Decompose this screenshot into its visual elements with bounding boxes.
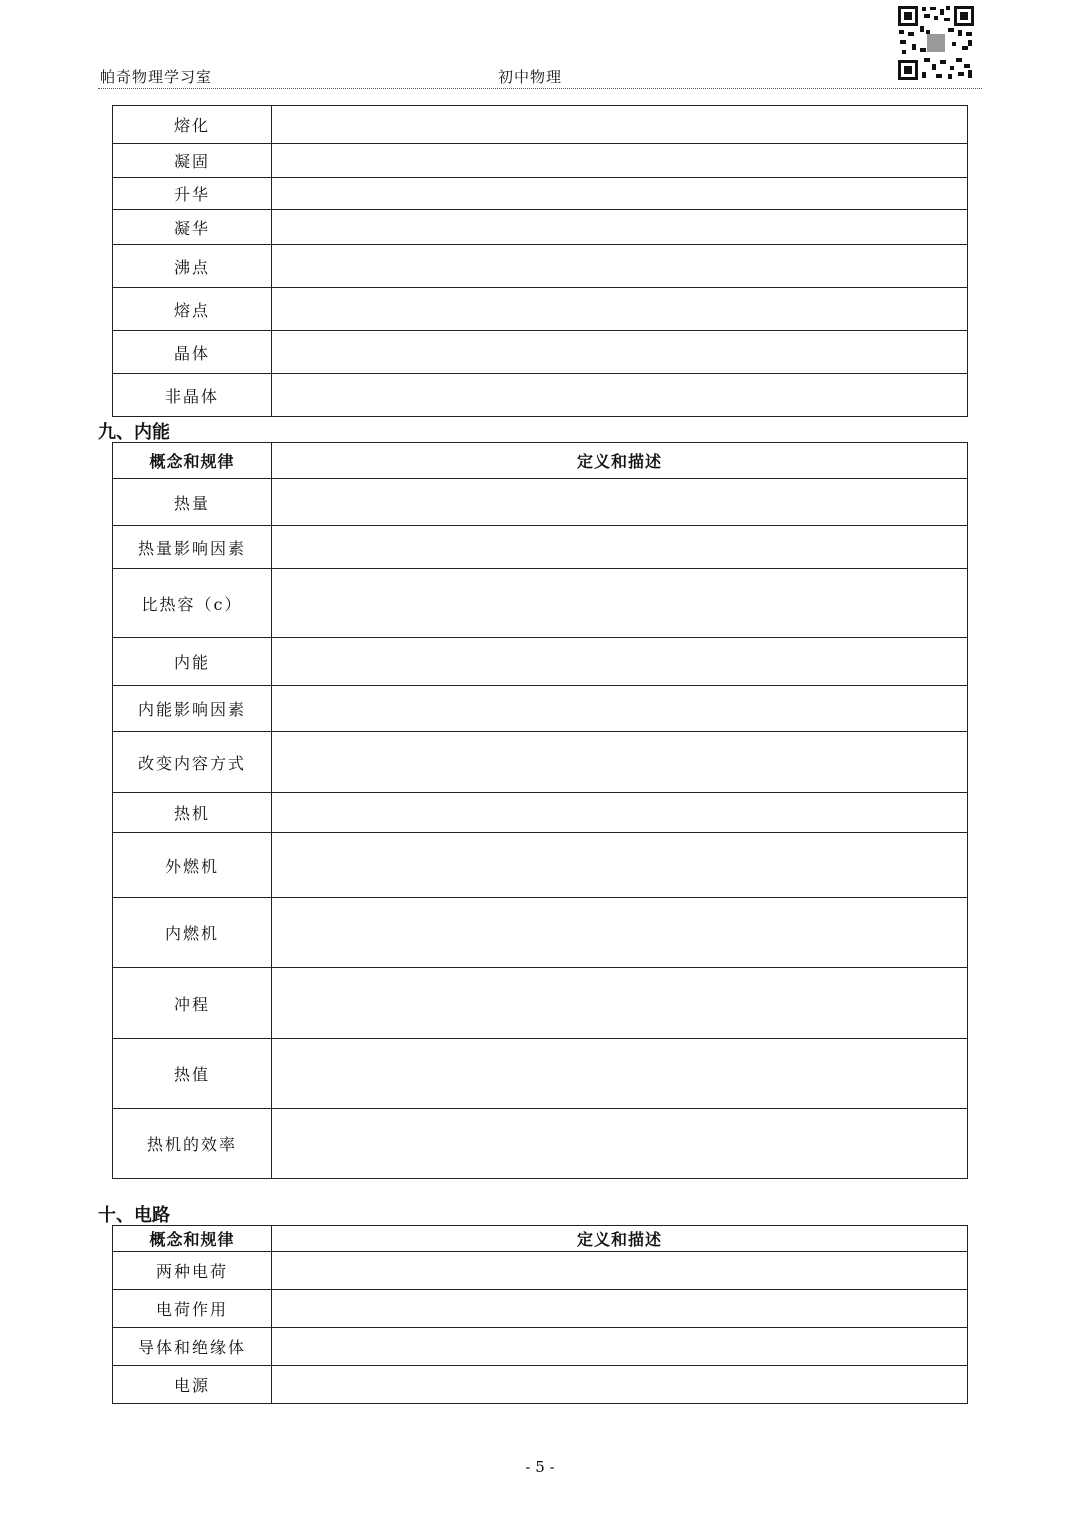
- definition-cell[interactable]: [272, 479, 968, 526]
- concept-cell: 升华: [113, 178, 272, 210]
- header-divider: [98, 88, 982, 89]
- concept-cell: 沸点: [113, 245, 272, 288]
- concept-cell: 热量: [113, 479, 272, 526]
- concept-cell: 热量影响因素: [113, 526, 272, 569]
- concept-cell: 比热容（c）: [113, 569, 272, 638]
- table-row: [113, 1328, 968, 1366]
- table-row: [113, 686, 968, 732]
- definition-cell[interactable]: [272, 1039, 968, 1109]
- concept-cell: 热值: [113, 1039, 272, 1109]
- definition-cell[interactable]: [272, 686, 968, 732]
- concept-cell: 凝华: [113, 210, 272, 245]
- definition-cell[interactable]: [272, 245, 968, 288]
- section-title-circuit: 十、电路: [98, 1205, 170, 1226]
- section-title-internal-energy: 九、内能: [98, 422, 170, 443]
- definition-cell[interactable]: [272, 210, 968, 245]
- definition-cell[interactable]: [272, 569, 968, 638]
- table-row: [113, 178, 968, 210]
- concept-cell: 晶体: [113, 331, 272, 374]
- table-row: [113, 210, 968, 245]
- table-internal-energy: [112, 442, 968, 1179]
- concept-cell: 冲程: [113, 968, 272, 1039]
- definition-cell[interactable]: [272, 732, 968, 793]
- table-header-row: [113, 443, 968, 479]
- table-circuit: [112, 1225, 968, 1404]
- column-header-concept: 概念和规律: [113, 443, 272, 479]
- table-row: [113, 144, 968, 178]
- table-phase-change: [112, 105, 968, 417]
- concept-cell: 内能影响因素: [113, 686, 272, 732]
- definition-cell[interactable]: [272, 288, 968, 331]
- table-row: [113, 1109, 968, 1179]
- table-row: [113, 245, 968, 288]
- definition-cell[interactable]: [272, 833, 968, 898]
- definition-cell[interactable]: [272, 1252, 968, 1290]
- table-row: [113, 479, 968, 526]
- table-row: [113, 106, 968, 144]
- definition-cell[interactable]: [272, 106, 968, 144]
- definition-cell[interactable]: [272, 1290, 968, 1328]
- definition-cell[interactable]: [272, 144, 968, 178]
- definition-cell[interactable]: [272, 526, 968, 569]
- table-row: [113, 833, 968, 898]
- concept-cell: 两种电荷: [113, 1252, 272, 1290]
- column-header-definition: 定义和描述: [272, 443, 968, 479]
- concept-cell: 电荷作用: [113, 1290, 272, 1328]
- table-row: [113, 898, 968, 968]
- definition-cell[interactable]: [272, 178, 968, 210]
- page-number: - 5 -: [525, 1458, 555, 1476]
- concept-cell: 内能: [113, 638, 272, 686]
- concept-cell: 热机: [113, 793, 272, 833]
- concept-cell: 熔化: [113, 106, 272, 144]
- definition-cell[interactable]: [272, 1366, 968, 1404]
- definition-cell[interactable]: [272, 331, 968, 374]
- concept-cell: 凝固: [113, 144, 272, 178]
- column-header-concept: 概念和规律: [113, 1226, 272, 1252]
- table-row: [113, 526, 968, 569]
- definition-cell[interactable]: [272, 638, 968, 686]
- table-row: [113, 331, 968, 374]
- table-row: [113, 968, 968, 1039]
- table-row: [113, 1039, 968, 1109]
- concept-cell: 改变内容方式: [113, 732, 272, 793]
- concept-cell: 熔点: [113, 288, 272, 331]
- table-row: [113, 1290, 968, 1328]
- concept-cell: 外燃机: [113, 833, 272, 898]
- table-row: [113, 793, 968, 833]
- definition-cell[interactable]: [272, 1328, 968, 1366]
- concept-cell: 热机的效率: [113, 1109, 272, 1179]
- table-row: [113, 1252, 968, 1290]
- table-row: [113, 638, 968, 686]
- qr-code-icon: [896, 4, 976, 82]
- table-row: [113, 569, 968, 638]
- table-header-row: [113, 1226, 968, 1252]
- definition-cell[interactable]: [272, 793, 968, 833]
- table-row: [113, 1366, 968, 1404]
- definition-cell[interactable]: [272, 374, 968, 417]
- table-row: [113, 374, 968, 417]
- column-header-definition: 定义和描述: [272, 1226, 968, 1252]
- table-row: [113, 732, 968, 793]
- concept-cell: 非晶体: [113, 374, 272, 417]
- definition-cell[interactable]: [272, 1109, 968, 1179]
- concept-cell: 导体和绝缘体: [113, 1328, 272, 1366]
- table-row: [113, 288, 968, 331]
- header-left-title: 帕奇物理学习室: [100, 68, 213, 86]
- concept-cell: 内燃机: [113, 898, 272, 968]
- header-subject: 初中物理: [498, 68, 563, 86]
- concept-cell: 电源: [113, 1366, 272, 1404]
- definition-cell[interactable]: [272, 898, 968, 968]
- definition-cell[interactable]: [272, 968, 968, 1039]
